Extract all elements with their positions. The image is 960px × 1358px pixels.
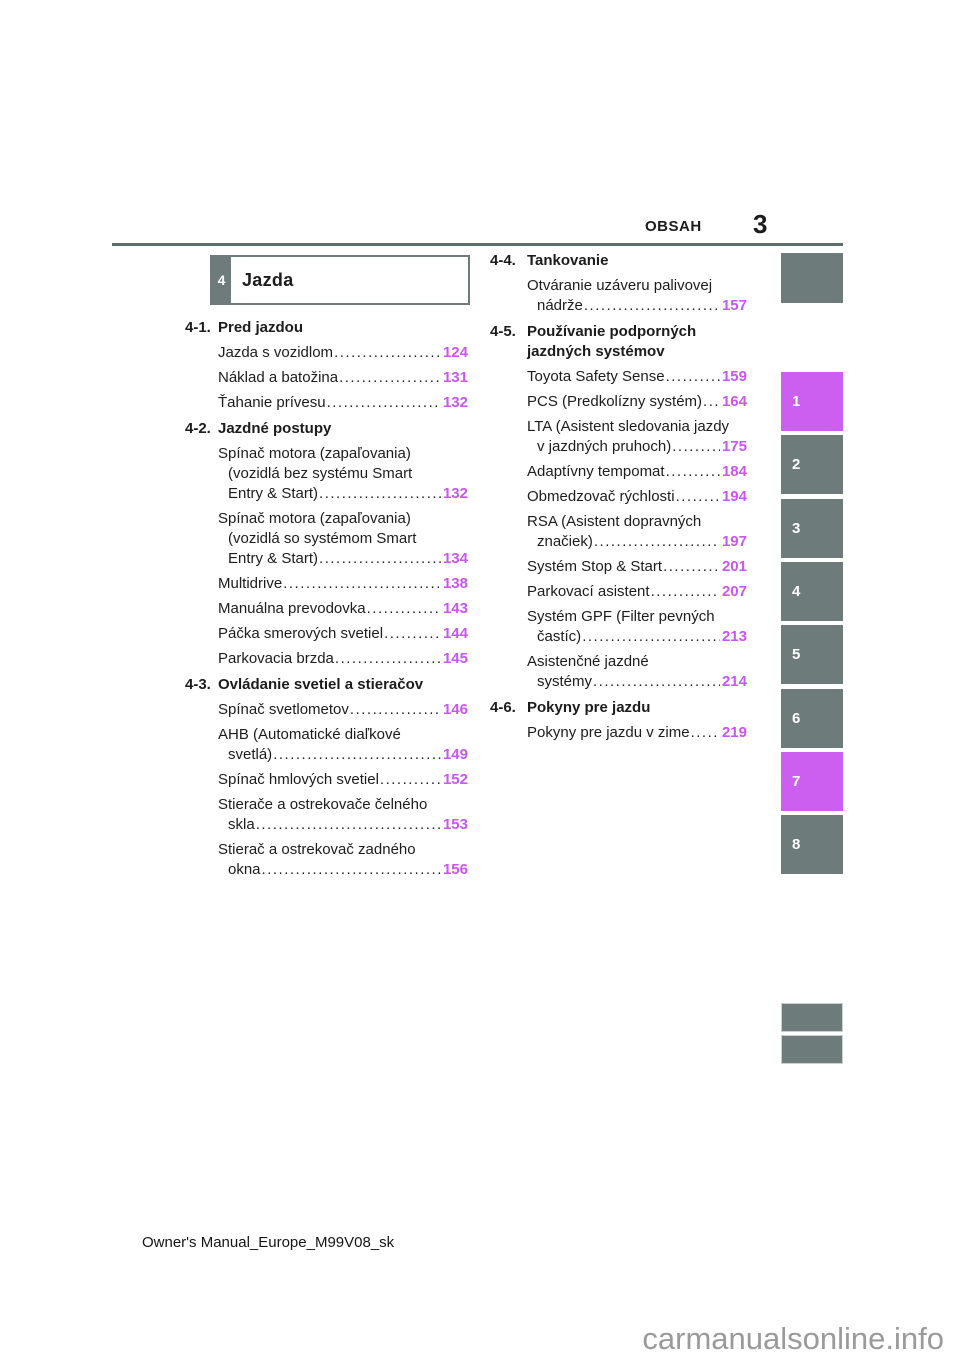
toc-entry-label: Entry & Start) [228,485,319,502]
toc-entry-label: Toyota Safety Sense [527,368,665,385]
toc-entry-last-line [218,860,468,880]
footer-document-id: Owner's Manual_Europe_M99V08_sk [142,1234,395,1251]
side-tab-2: 2 [781,435,843,494]
dot-leader [319,549,441,569]
toc-entry [185,725,468,765]
section-number: 4-3. [185,676,211,693]
toc-entry [185,624,468,644]
toc-entry [185,599,468,619]
dot-leader [335,649,441,669]
toc-entry-page-number: 138 [442,575,468,592]
section-heading [185,318,468,338]
toc-entry-line: Asistenčné jazdné [527,653,649,670]
dot-leader [663,557,720,577]
toc-entry-last-line [218,649,468,669]
section-heading [185,675,468,695]
section-heading [185,419,468,439]
toc-entry-label: Parkovacia brzda [218,650,334,667]
toc-entry [490,723,747,743]
header-page-number: 3 [753,209,768,239]
toc-entry-last-line [527,296,747,316]
dot-leader [334,343,441,363]
toc-entry [185,700,468,720]
dot-leader [273,745,441,765]
toc-section-46 [490,698,747,743]
toc-entry-page-number: 219 [721,724,747,741]
dot-leader [666,367,720,387]
toc-entry-last-line [218,745,468,765]
side-tab-7: 7 [781,752,843,811]
toc-entry-line: (vozidlá so systémom Smart [228,530,417,547]
header-rule [112,243,843,246]
dot-leader [593,672,720,692]
toc-entry-line: (vozidlá bez systému Smart [228,465,413,482]
toc-entry-line: AHB (Automatické diaľkové [218,726,401,743]
side-box-blank [781,1003,843,1032]
toc-entry [185,795,468,835]
toc-entry-last-line [218,368,468,388]
dot-leader [703,392,720,412]
toc-entry-last-line [218,549,468,569]
toc-entry-label: Multidrive [218,575,283,592]
toc-entry [490,582,747,602]
toc-entry-page-number: 213 [721,628,747,645]
toc-entry-line: Systém GPF (Filter pevných [527,608,715,625]
chapter-number-badge: 4 [212,257,231,303]
toc-entry [490,607,747,647]
toc-entry-last-line [218,574,468,594]
toc-entry-page-number: 143 [442,600,468,617]
toc-entry-page-number: 207 [721,583,747,600]
dot-leader [666,462,720,482]
toc-entry [185,343,468,363]
toc-entry-label: Entry & Start) [228,550,319,567]
toc-entry [185,574,468,594]
toc-entry [185,840,468,880]
dot-leader [594,532,720,552]
toc-entry-page-number: 153 [442,816,468,833]
toc-section-42 [185,419,468,669]
section-number: 4-1. [185,319,211,336]
side-tab-6: 6 [781,689,843,748]
toc-entry-label: skla [228,816,255,833]
toc-entry-label: Parkovací asistent [527,583,650,600]
toc-entry-last-line [218,484,468,504]
toc-entry-last-line [218,393,468,413]
toc-entry [490,652,747,692]
toc-entry-line: LTA (Asistent sledovania jazdy [527,418,730,435]
toc-entry-last-line [527,557,747,577]
toc-entry-page-number: 175 [721,438,747,455]
section-title-line: jazdných systémov [527,343,665,360]
toc-entry [490,487,747,507]
toc-entry-page-number: 184 [721,463,747,480]
toc-entry-last-line [218,343,468,363]
toc-entry-label: Náklad a batožina [218,369,339,386]
toc-entry-last-line [527,367,747,387]
toc-section-41 [185,318,468,413]
toc-entry-page-number: 152 [442,771,468,788]
dot-leader [691,723,720,743]
section-number: 4-2. [185,420,211,437]
toc-entry [490,276,747,316]
dot-leader [672,437,720,457]
dot-leader [350,700,441,720]
toc-entry-label: Jazda s vozidlom [218,344,334,361]
toc-entry-page-number: 164 [721,393,747,410]
toc-entry-last-line [218,770,468,790]
side-tab-3: 3 [781,499,843,558]
section-title-line: Ovládanie svetiel a stieračov [218,676,424,693]
toc-entry-last-line [218,815,468,835]
toc-entry-page-number: 194 [721,488,747,505]
dot-leader [384,624,441,644]
toc-entry-last-line [527,487,747,507]
toc-section-45 [490,322,747,692]
dot-leader [584,296,720,316]
toc-entry [185,509,468,569]
toc-entry-page-number: 214 [721,673,747,690]
toc-entry-page-number: 156 [442,861,468,878]
toc-entry [490,392,747,412]
toc-entry-line: RSA (Asistent dopravných [527,513,702,530]
dot-leader [283,574,441,594]
watermark-text: carmanualsonline.info [642,1321,944,1356]
toc-entry-line: Spínač motora (zapaľovania) [218,445,411,462]
toc-entry-page-number: 149 [442,746,468,763]
toc-entry-last-line [527,437,747,457]
toc-entry [490,417,747,457]
toc-entry-last-line [527,672,747,692]
dot-leader [262,860,441,880]
toc-entry-last-line [527,462,747,482]
toc-entry [490,512,747,552]
section-title-line: Pokyny pre jazdu [527,699,651,716]
toc-entry-last-line [218,599,468,619]
toc-entry-label: nádrže [537,297,583,314]
side-tab-5: 5 [781,625,843,684]
toc-entry-last-line [527,582,747,602]
section-number: 4-6. [490,699,516,716]
side-tab-1: 1 [781,372,843,431]
toc-section-44 [490,251,747,316]
toc-entry-page-number: 144 [442,625,468,642]
toc-entry [185,393,468,413]
toc-entry-label: systémy [537,673,593,690]
toc-entry [490,367,747,387]
section-title-line: Jazdné postupy [218,420,332,437]
toc-entry [185,649,468,669]
toc-entry [185,770,468,790]
dot-leader [256,815,441,835]
side-tab-4: 4 [781,562,843,621]
side-box-blank [781,1035,843,1064]
toc-column-right [490,251,747,743]
dot-leader [339,368,441,388]
toc-entry-page-number: 146 [442,701,468,718]
toc-entry-label: Obmedzovač rýchlosti [527,488,675,505]
section-title-line: Používanie podporných [527,323,697,340]
toc-entry-label: Spínač hmlových svetiel [218,771,379,788]
toc-entry-page-number: 134 [442,550,468,567]
toc-entry-label: PCS (Predkolízny systém) [527,393,703,410]
toc-entry-label: častíc) [537,628,582,645]
section-heading [490,698,747,718]
section-heading [490,251,747,271]
chapter-box [210,255,470,305]
section-number: 4-4. [490,252,516,269]
dot-leader [676,487,720,507]
toc-entry-line: Stierače a ostrekovače čelného [218,796,428,813]
toc-entry-last-line [218,624,468,644]
toc-entry-page-number: 157 [721,297,747,314]
toc-entry-label: Spínač svetlometov [218,701,349,718]
toc-entry-last-line [527,392,747,412]
dot-leader [327,393,441,413]
toc-entry-label: Adaptívny tempomat [527,463,665,480]
toc-entry-last-line [527,532,747,552]
dot-leader [367,599,441,619]
toc-entry-label: Ťahanie prívesu [218,394,326,411]
toc-entry-last-line [527,627,747,647]
header-section-title: OBSAH [645,218,702,235]
section-title-line: Tankovanie [527,252,609,269]
dot-leader [651,582,720,602]
toc-entry [490,557,747,577]
dot-leader [380,770,441,790]
toc-entry-label: Systém Stop & Start [527,558,663,575]
toc-entry [185,444,468,504]
toc-entry-page-number: 201 [721,558,747,575]
section-number: 4-5. [490,323,516,340]
toc-entry-label: Manuálna prevodovka [218,600,366,617]
toc-entry-last-line [527,723,747,743]
toc-entry-page-number: 131 [442,369,468,386]
toc-entry-page-number: 132 [442,485,468,502]
section-title-line: Pred jazdou [218,319,304,336]
toc-entry-page-number: 132 [442,394,468,411]
chapter-title: Jazda [242,269,294,290]
toc-entry [185,368,468,388]
toc-entry-page-number: 197 [721,533,747,550]
toc-entry-label: v jazdných pruhoch) [537,438,672,455]
dot-leader [582,627,720,647]
toc-column-left [185,318,468,880]
toc-entry-page-number: 145 [442,650,468,667]
side-tab-8: 8 [781,815,843,874]
toc-entry-label: značiek) [537,533,593,550]
side-tab-blank [781,253,843,303]
section-heading [490,322,747,362]
toc-entry-label: okna [228,861,261,878]
toc-entry-label: Páčka smerových svetiel [218,625,384,642]
toc-entry-last-line [218,700,468,720]
toc-entry-label: Pokyny pre jazdu v zime [527,724,690,741]
toc-section-43 [185,675,468,880]
toc-entry-label: svetlá) [228,746,273,763]
dot-leader [319,484,441,504]
toc-entry-page-number: 159 [721,368,747,385]
toc-entry-page-number: 124 [442,344,468,361]
toc-entry-line: Spínač motora (zapaľovania) [218,510,411,527]
toc-entry-line: Otváranie uzáveru palivovej [527,277,713,294]
toc-entry [490,462,747,482]
toc-entry-line: Stierač a ostrekovač zadného [218,841,416,858]
